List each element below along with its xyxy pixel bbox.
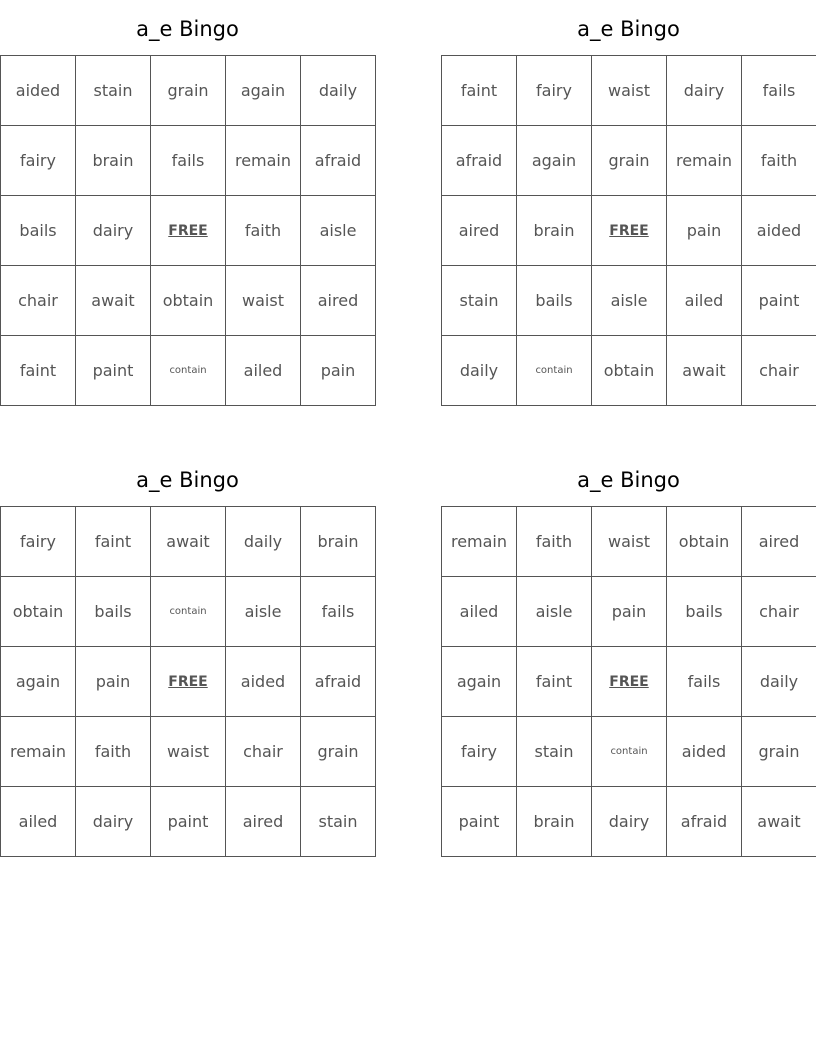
word-cell: aisle [226, 577, 301, 647]
grid-row [1, 266, 376, 336]
word-cell: again [517, 126, 592, 196]
word-cell: fails [301, 577, 376, 647]
word-cell: faint [442, 56, 517, 126]
word-cell: faint [76, 507, 151, 577]
word-cell: faith [226, 196, 301, 266]
grid-row [1, 647, 376, 717]
word-cell: remain [226, 126, 301, 196]
word-cell: ailed [226, 336, 301, 406]
word-cell: aided [226, 647, 301, 717]
free-space: FREE [151, 647, 226, 717]
card-title: a_e Bingo [136, 468, 239, 492]
word-cell: ailed [1, 787, 76, 857]
word-cell: grain [151, 56, 226, 126]
word-cell: stain [442, 266, 517, 336]
word-cell: afraid [667, 787, 742, 857]
word-cell: await [76, 266, 151, 336]
grid-row [442, 126, 816, 196]
word-cell: waist [592, 56, 667, 126]
word-cell: paint [151, 787, 226, 857]
word-cell: contain [592, 717, 667, 787]
word-cell: chair [742, 336, 816, 406]
word-cell: afraid [301, 126, 376, 196]
word-cell: obtain [151, 266, 226, 336]
word-cell: paint [442, 787, 517, 857]
bingo-card [441, 465, 816, 857]
word-cell: chair [226, 717, 301, 787]
word-cell: contain [151, 577, 226, 647]
word-cell: faint [517, 647, 592, 717]
word-cell: again [226, 56, 301, 126]
word-cell: ailed [442, 577, 517, 647]
grid-row [442, 507, 816, 577]
grid-row [1, 787, 376, 857]
free-space: FREE [592, 647, 667, 717]
word-cell: dairy [592, 787, 667, 857]
bingo-grid [441, 55, 816, 406]
word-cell: brain [517, 787, 592, 857]
card-title: a_e Bingo [136, 17, 239, 41]
word-cell: daily [226, 507, 301, 577]
word-cell: waist [151, 717, 226, 787]
word-cell: fairy [442, 717, 517, 787]
bingo-grid [0, 55, 376, 406]
word-cell: aisle [517, 577, 592, 647]
grid-row [1, 717, 376, 787]
word-cell: aired [742, 507, 816, 577]
word-cell: chair [1, 266, 76, 336]
grid-row [442, 266, 816, 336]
word-cell: aired [301, 266, 376, 336]
word-cell: daily [742, 647, 816, 717]
grid-row [442, 196, 816, 266]
word-cell: pain [667, 196, 742, 266]
word-cell: bails [76, 577, 151, 647]
word-cell: bails [667, 577, 742, 647]
word-cell: fails [151, 126, 226, 196]
grid-row [442, 56, 816, 126]
bingo-card [441, 14, 816, 406]
word-cell: brain [517, 196, 592, 266]
word-cell: aisle [301, 196, 376, 266]
word-cell: again [1, 647, 76, 717]
card-title: a_e Bingo [577, 468, 680, 492]
word-cell: pain [76, 647, 151, 717]
grid-row [442, 717, 816, 787]
word-cell: contain [151, 336, 226, 406]
word-cell: fairy [1, 507, 76, 577]
card-title: a_e Bingo [577, 17, 680, 41]
word-cell: stain [76, 56, 151, 126]
word-cell: grain [301, 717, 376, 787]
word-cell: bails [1, 196, 76, 266]
word-cell: waist [592, 507, 667, 577]
word-cell: faith [76, 717, 151, 787]
word-cell: obtain [1, 577, 76, 647]
word-cell: again [442, 647, 517, 717]
word-cell: fails [667, 647, 742, 717]
grid-row [1, 507, 376, 577]
word-cell: ailed [667, 266, 742, 336]
word-cell: chair [742, 577, 816, 647]
word-cell: await [667, 336, 742, 406]
word-cell: fairy [1, 126, 76, 196]
grid-row [1, 196, 376, 266]
word-cell: remain [667, 126, 742, 196]
word-cell: afraid [301, 647, 376, 717]
word-cell: aided [742, 196, 816, 266]
word-cell: daily [301, 56, 376, 126]
word-cell: paint [742, 266, 816, 336]
word-cell: brain [301, 507, 376, 577]
free-space: FREE [592, 196, 667, 266]
word-cell: contain [517, 336, 592, 406]
word-cell: aired [442, 196, 517, 266]
word-cell: faith [742, 126, 816, 196]
word-cell: grain [592, 126, 667, 196]
grid-row [442, 577, 816, 647]
word-cell: remain [442, 507, 517, 577]
bingo-grid [0, 506, 376, 857]
grid-row [1, 126, 376, 196]
bingo-card [0, 14, 375, 406]
word-cell: afraid [442, 126, 517, 196]
word-cell: pain [592, 577, 667, 647]
grid-row [1, 577, 376, 647]
word-cell: waist [226, 266, 301, 336]
word-cell: faint [1, 336, 76, 406]
grid-row [1, 56, 376, 126]
word-cell: bails [517, 266, 592, 336]
word-cell: daily [442, 336, 517, 406]
word-cell: brain [76, 126, 151, 196]
word-cell: faith [517, 507, 592, 577]
grid-row [1, 336, 376, 406]
bingo-grid [441, 506, 816, 857]
word-cell: fairy [517, 56, 592, 126]
word-cell: paint [76, 336, 151, 406]
grid-row [442, 647, 816, 717]
word-cell: aided [667, 717, 742, 787]
word-cell: fails [742, 56, 816, 126]
word-cell: aired [226, 787, 301, 857]
word-cell: obtain [592, 336, 667, 406]
grid-row [442, 336, 816, 406]
word-cell: obtain [667, 507, 742, 577]
bingo-card [0, 465, 375, 857]
word-cell: await [742, 787, 816, 857]
word-cell: grain [742, 717, 816, 787]
word-cell: aided [1, 56, 76, 126]
word-cell: dairy [667, 56, 742, 126]
word-cell: dairy [76, 787, 151, 857]
word-cell: stain [301, 787, 376, 857]
word-cell: aisle [592, 266, 667, 336]
word-cell: pain [301, 336, 376, 406]
word-cell: remain [1, 717, 76, 787]
word-cell: dairy [76, 196, 151, 266]
word-cell: stain [517, 717, 592, 787]
grid-row [442, 787, 816, 857]
word-cell: await [151, 507, 226, 577]
free-space: FREE [151, 196, 226, 266]
